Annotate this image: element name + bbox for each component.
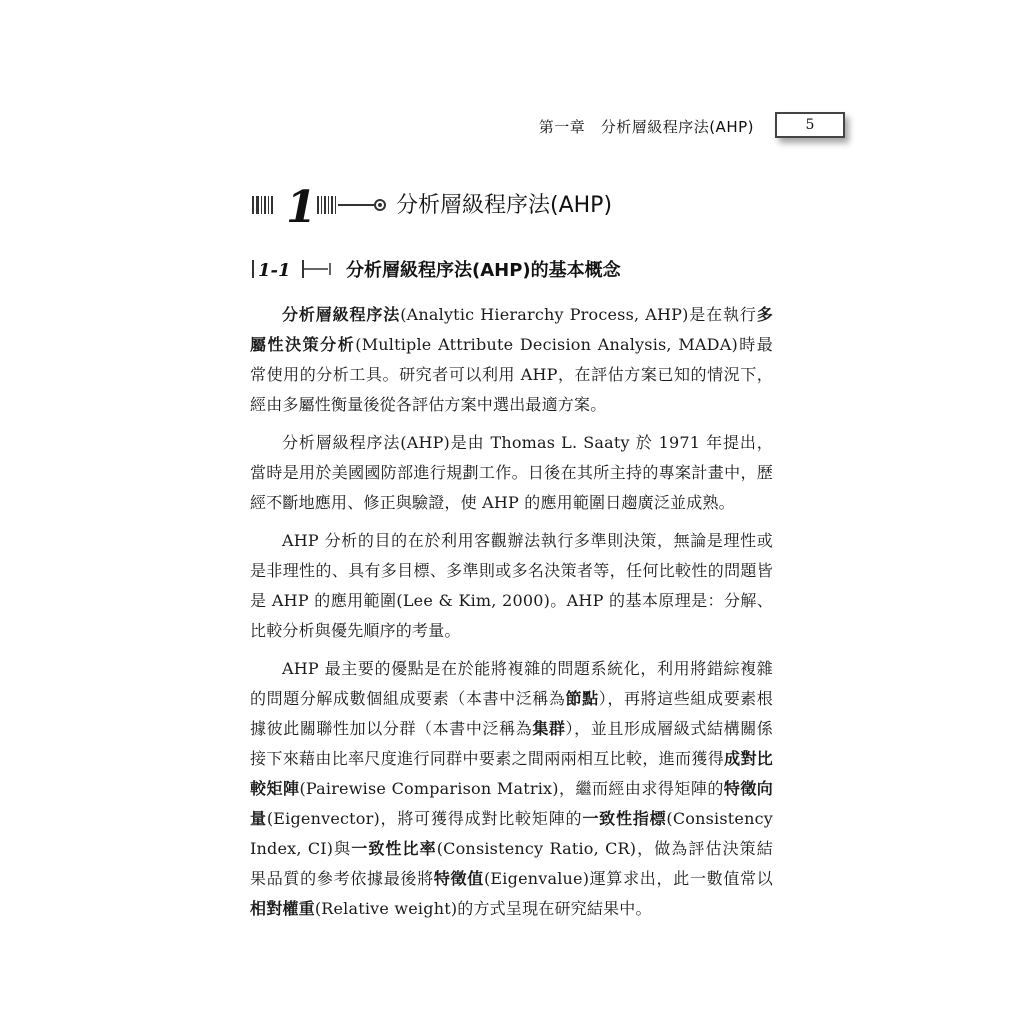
paragraph: [250, 428, 773, 518]
section-heading: [250, 254, 810, 284]
key-term: 特徵向量: [250, 779, 773, 828]
text-run: (Eigenvector)，將可獲得成對比較矩陣的: [266, 809, 583, 828]
page-number: 5: [775, 112, 845, 138]
text-run: AHP 最主要的優點是在於能將複雜的問題系統化，利用將錯綜複雜的問題分解成數個組成要素（本書中泛稱為: [250, 659, 773, 708]
text-run: (Consistency Index, CI)與: [250, 809, 773, 858]
text-run: (Consistency Ratio, CR)，做為評估決策結果品質的參考依據最後將: [250, 839, 773, 888]
key-term: 一致性比率: [351, 839, 437, 858]
body-text: [250, 300, 773, 932]
paragraph: [250, 654, 773, 924]
text-run: 分析層級程序法(AHP)是由 Thomas L. Saaty 於 1971 年提出，當時是用於美國國防部進行規劃工作。日後在其所主持的專案計畫中，歷經不斷地應用、修正與驗證，使 AHP 的應用範圍日趨廣泛並成熟。: [250, 433, 773, 512]
key-term: 相對權重: [250, 899, 315, 918]
section-number: 1-1: [258, 260, 291, 281]
chapter-number-mark: [278, 180, 338, 230]
text-run: (Eigenvalue)運算求出，此一數值常以: [483, 869, 773, 888]
text-run: (Analytic Hierarchy Process, AHP)是在執行: [400, 305, 757, 324]
key-term: 一致性指標: [582, 809, 667, 828]
section-ornament-icon: [250, 254, 342, 284]
paragraph: [250, 526, 773, 646]
text-run: (Multiple Attribute Decision Analysis, MADA)時最常使用的分析工具。研究者可以利用 AHP，在評估方案已知的情況下，經由多屬性衡量後從各評估方案中選出最適方案。: [250, 335, 773, 414]
text-run: ），再將這些組成要素根據彼此關聯性加以分群（本書中泛稱為: [250, 689, 773, 738]
chapter-heading: [250, 180, 810, 230]
key-term: 集群: [532, 719, 566, 738]
running-title: 第一章 分析層級程序法(AHP): [538, 118, 754, 136]
key-term: 分析層級程序法: [282, 305, 401, 324]
key-term: 成對比較矩陣: [250, 749, 773, 798]
section-title: 分析層級程序法(AHP)的基本概念: [346, 260, 621, 281]
chapter-title: 分析層級程序法(AHP): [396, 193, 613, 218]
key-term: 特徵值: [433, 869, 484, 888]
text-run: (Pairewise Comparison Matrix)，繼而經由求得矩陣的: [299, 779, 724, 798]
key-term: 多屬性決策分析: [250, 305, 773, 354]
text-run: AHP 分析的目的在於利用客觀辦法執行多準則決策，無論是理性或是非理性的、具有多目標、多準則或多名決策者等，任何比較性的問題皆是 AHP 的應用範圍(Lee & Kim, 2000)。AHP 的基本原理是：分解、比較分析與優先順序的考量。: [250, 531, 773, 640]
text-run: (Relative weight)的方式呈現在研究結果中。: [314, 899, 652, 918]
chapter-number: 1: [286, 182, 317, 230]
key-term: 節點: [565, 689, 599, 708]
running-header: [0, 112, 1024, 142]
text-run: ），並且形成層級式結構關係接下來藉由比率尺度進行同群中要素之間兩兩相互比較，進而獲得: [250, 719, 774, 768]
paragraph: [250, 300, 773, 420]
